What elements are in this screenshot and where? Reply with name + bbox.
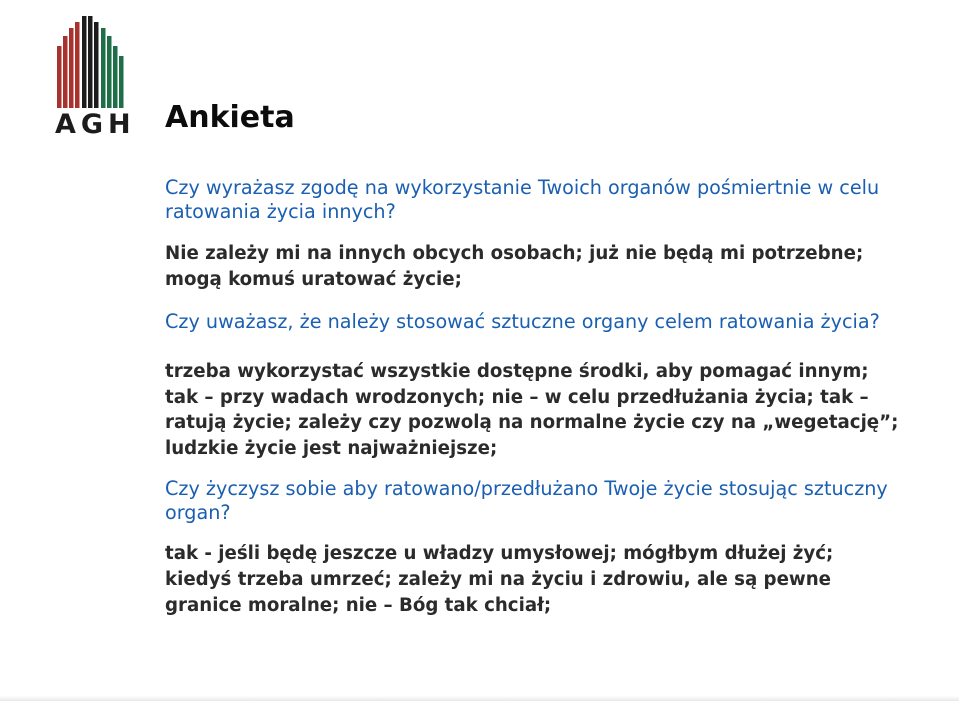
agh-logo-text: AGH [55,109,136,140]
answer-3: tak - jeśli będę jeszcze u władzy umysłowej; mógłbym dłużej żyć; kiedyś trzeba umrzeć; zależy mi na życiu i zdrowiu, ale są pewne granice moralne; nie – Bóg tak chciał; [165,543,834,616]
slide-title: Ankieta [165,100,295,135]
agh-logo-mark-icon [53,16,127,108]
footer-divider [0,696,959,701]
answer-1: Nie zależy mi na innych obcych osobach; już nie będą mi potrzebne; mogą komuś uratować życie; [165,243,864,290]
survey-content [165,176,905,619]
answer-2: trzeba wykorzystać wszystkie dostępne środki, aby pomagać innym; tak – przy wadach wrodzonych; nie – w celu przedłużania życia; tak – ratują życie; zależy czy pozwolą na normalne życie czy na „wegetację”; ludzkie życie jest najważniejsze; [165,361,899,459]
question-1: Czy wyrażasz zgodę na wykorzystanie Twoich organów pośmiertnie w celu ratowania życia innych? [165,176,880,223]
agh-logo [53,16,136,140]
question-2: Czy uważasz, że należy stosować sztuczne organy celem ratowania życia? [165,310,880,333]
question-3: Czy życzysz sobie aby ratowano/przedłużano Twoje życie stosując sztuczny organ? [165,477,888,524]
